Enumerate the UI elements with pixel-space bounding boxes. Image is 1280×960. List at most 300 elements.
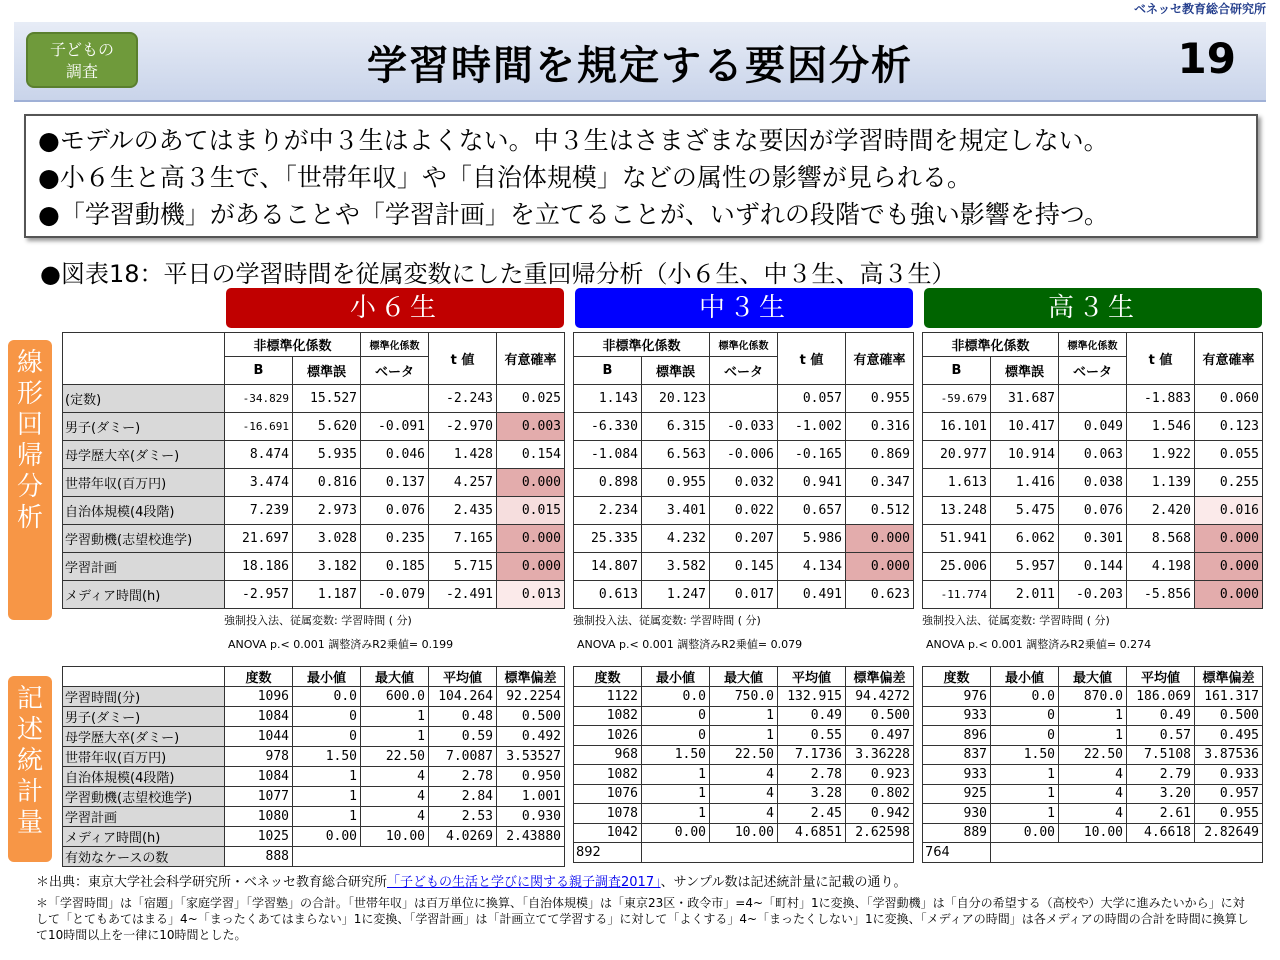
table-cell: 0.154 (497, 441, 565, 469)
table-cell: 1.416 (991, 469, 1059, 497)
table-cell: -34.829 (225, 385, 293, 413)
table-cell: -0.006 (710, 441, 778, 469)
table-cell: 1 (361, 727, 429, 747)
table-cell: 1 (293, 767, 361, 787)
table-cell: 1 (361, 707, 429, 727)
figure-title: ●図表18：平日の学習時間を従属変数にした重回帰分析（小６生、中３生、高３生） (40, 260, 956, 288)
row-label: 自治体規模(4段階) (63, 497, 225, 525)
table-cell: 2.79 (1127, 765, 1195, 785)
table-cell: 3.53527 (497, 747, 565, 767)
table-row (63, 385, 565, 413)
table-cell (710, 385, 778, 413)
table-cell: 22.50 (1059, 745, 1127, 765)
table-cell: 18.186 (225, 553, 293, 581)
table-row (574, 745, 914, 765)
table-cell: 0.512 (846, 497, 914, 525)
row-label: 学習計画 (63, 553, 225, 581)
table-cell: 0.0 (642, 687, 710, 707)
table-cell: 1 (991, 804, 1059, 824)
table-cell: 0.032 (710, 469, 778, 497)
table-cell: 0.137 (361, 469, 429, 497)
table-cell: 94.4272 (846, 687, 914, 707)
desc-header: 最大値 (1059, 667, 1127, 687)
table-cell: 2.234 (574, 497, 642, 525)
desc-header: 平均値 (1127, 667, 1195, 687)
summary-line: ●モデルのあてはまりが中３生はよくない。中３生はさまざまな要因が学習時間を規定しない。 (38, 126, 1109, 155)
table-cell: 3.87536 (1195, 745, 1263, 765)
table-cell: 22.50 (361, 747, 429, 767)
table-row (63, 687, 565, 707)
table-cell: -0.079 (361, 581, 429, 609)
table-row (63, 413, 565, 441)
table-cell: 2.78 (429, 767, 497, 787)
table-cell: 104.264 (429, 687, 497, 707)
table-cell: 8.568 (1127, 525, 1195, 553)
table-row (923, 553, 1263, 581)
table-cell: 0.063 (1059, 441, 1127, 469)
table-cell: 20.123 (642, 385, 710, 413)
table-cell: 0 (991, 726, 1059, 746)
table-cell: 1 (1059, 726, 1127, 746)
table-cell: 3.582 (642, 553, 710, 581)
table-cell: 0.057 (778, 385, 846, 413)
table-cell: 750.0 (710, 687, 778, 707)
table-cell: 0.802 (846, 784, 914, 804)
table-cell: 10.00 (1059, 823, 1127, 843)
row-label: 学習動機(志望校進学) (63, 787, 225, 807)
table-cell: 4 (1059, 765, 1127, 785)
row-label: (定数) (63, 385, 225, 413)
table-cell: 892 (574, 843, 642, 863)
table-cell: 2.011 (991, 581, 1059, 609)
table-row (63, 707, 565, 727)
table-cell: 1082 (574, 706, 642, 726)
table-cell: 1 (642, 804, 710, 824)
table-cell: 978 (225, 747, 293, 767)
table-cell: 4.6618 (1127, 823, 1195, 843)
table-cell: 600.0 (361, 687, 429, 707)
table-cell: -0.203 (1059, 581, 1127, 609)
table-cell (642, 843, 914, 863)
row-label: 学習動機(志望校進学) (63, 525, 225, 553)
table-cell: 132.915 (778, 687, 846, 707)
table-cell: 0.942 (846, 804, 914, 824)
table-row (923, 706, 1263, 726)
row-label: 学習時間(分) (63, 687, 225, 707)
source-line (36, 874, 906, 891)
header-unstd: 非標準化係数 (225, 333, 361, 357)
table-cell: 0.613 (574, 581, 642, 609)
table-cell: 5.986 (778, 525, 846, 553)
table-cell: 1.922 (1127, 441, 1195, 469)
table-row (574, 553, 914, 581)
table-row (574, 687, 914, 707)
table-cell: 3.20 (1127, 784, 1195, 804)
table-cell: 0.207 (710, 525, 778, 553)
table-cell: -11.774 (923, 581, 991, 609)
table-cell: 0.015 (497, 497, 565, 525)
desc-header: 最小値 (293, 667, 361, 687)
table-cell: 1122 (574, 687, 642, 707)
table-cell: 31.687 (991, 385, 1059, 413)
table-cell: 0.816 (293, 469, 361, 497)
header-t: t 値 (778, 333, 846, 385)
header-std: 標準化係数 (1059, 333, 1127, 357)
table-row (63, 469, 565, 497)
table-cell: 0 (293, 727, 361, 747)
table-cell: 0.491 (778, 581, 846, 609)
table-cell: 5.957 (991, 553, 1059, 581)
table-cell: -0.033 (710, 413, 778, 441)
group-header-grade6 (226, 288, 564, 328)
table-row (574, 804, 914, 824)
table-cell: 1076 (574, 784, 642, 804)
descriptive-table (62, 666, 565, 867)
table-row (574, 525, 914, 553)
table-cell: 5.620 (293, 413, 361, 441)
table-row (923, 804, 1263, 824)
desc-header: 度数 (923, 667, 991, 687)
table-cell: 0.301 (1059, 525, 1127, 553)
header-p: 有意確率 (1195, 333, 1263, 385)
table-cell: 1.143 (574, 385, 642, 413)
table-row (63, 553, 565, 581)
row-label: 自治体規模(4段階) (63, 767, 225, 787)
table-cell: 1 (991, 765, 1059, 785)
table-cell: 25.335 (574, 525, 642, 553)
table-cell: 976 (923, 687, 991, 707)
table-cell: 0.003 (497, 413, 565, 441)
table-cell: 2.82649 (1195, 823, 1263, 843)
table-cell: 0.898 (574, 469, 642, 497)
table-cell: 1026 (574, 726, 642, 746)
table-cell: 0.076 (361, 497, 429, 525)
header-t: t 値 (1127, 333, 1195, 385)
table-cell: 0.316 (846, 413, 914, 441)
table-cell: 0.48 (429, 707, 497, 727)
table-cell: 0.0 (293, 687, 361, 707)
table-cell: 0.941 (778, 469, 846, 497)
table-cell: 0.123 (1195, 413, 1263, 441)
table-cell: 10.00 (361, 827, 429, 847)
table-cell: 0.055 (1195, 441, 1263, 469)
table-cell: 4.6851 (778, 823, 846, 843)
table-cell: 0.00 (293, 827, 361, 847)
table-row (63, 847, 565, 867)
table-cell: 0.955 (642, 469, 710, 497)
table-row (574, 706, 914, 726)
row-label: 世帯年収(百万円) (63, 747, 225, 767)
table-cell: 2.61 (1127, 804, 1195, 824)
table-cell: 6.062 (991, 525, 1059, 553)
table-row (923, 765, 1263, 785)
desc-header: 標準偏差 (497, 667, 565, 687)
header-se: 標準誤 (642, 357, 710, 385)
desc-header: 度数 (574, 667, 642, 687)
table-cell: 1 (293, 787, 361, 807)
table-row (63, 747, 565, 767)
regression-table (62, 332, 565, 609)
table-cell: 0.013 (497, 581, 565, 609)
row-label: メディア時間(h) (63, 581, 225, 609)
summary-line: ●「学習動機」があることや「学習計画」を立てることが、いずれの段階でも強い影響を持つ。 (38, 200, 1109, 229)
table-cell: 0.57 (1127, 726, 1195, 746)
table-row (574, 784, 914, 804)
table-cell: 7.1736 (778, 745, 846, 765)
table-cell: -16.691 (225, 413, 293, 441)
header-beta: ベータ (710, 357, 778, 385)
anova-note: ANOVA p.< 0.001 調整済みR2乗値= 0.199 (228, 638, 454, 651)
table-cell: 0.145 (710, 553, 778, 581)
table-cell: 1.001 (497, 787, 565, 807)
table-cell: 0.957 (1195, 784, 1263, 804)
table-row (574, 843, 914, 863)
table-cell: 1096 (225, 687, 293, 707)
table-row (63, 525, 565, 553)
table-cell: 3.182 (293, 553, 361, 581)
table-cell: 0.046 (361, 441, 429, 469)
table-cell: -59.679 (923, 385, 991, 413)
table-row (63, 767, 565, 787)
table-cell: 0.255 (1195, 469, 1263, 497)
table-cell: 161.317 (1195, 687, 1263, 707)
table-cell: -0.091 (361, 413, 429, 441)
table-cell: 21.697 (225, 525, 293, 553)
table-row (574, 726, 914, 746)
table-row (63, 441, 565, 469)
table-row (574, 413, 914, 441)
header-t: t 値 (429, 333, 497, 385)
table-cell: 0.657 (778, 497, 846, 525)
table-cell: 2.78 (778, 765, 846, 785)
header-b: B (923, 357, 991, 385)
table-cell: 4 (710, 784, 778, 804)
summary-box (24, 114, 1258, 238)
table-cell: 1084 (225, 707, 293, 727)
table-cell: 1.50 (991, 745, 1059, 765)
table-row (923, 469, 1263, 497)
table-cell: -2.243 (429, 385, 497, 413)
table-cell: 4.257 (429, 469, 497, 497)
table-cell: 1.139 (1127, 469, 1195, 497)
table-cell: 22.50 (710, 745, 778, 765)
table-cell: 0 (293, 707, 361, 727)
source-link[interactable]: 「子どもの生活と学びに関する親子調査2017」 (387, 875, 661, 890)
table-cell: 0.500 (497, 707, 565, 727)
table-row (63, 787, 565, 807)
summary-line: ●小６生と高３生で、「世帯年収」や「自治体規模」などの属性の影響が見られる。 (38, 163, 972, 192)
table-cell: 0.022 (710, 497, 778, 525)
table-cell: 1 (710, 706, 778, 726)
group-header-grade9 (575, 288, 913, 328)
table-cell: 4.232 (642, 525, 710, 553)
header-unstd: 非標準化係数 (574, 333, 710, 357)
table-cell: -1.002 (778, 413, 846, 441)
table-cell: 2.62598 (846, 823, 914, 843)
table-cell: 1080 (225, 807, 293, 827)
table-cell: 3.474 (225, 469, 293, 497)
group-header-label: 中３生 (698, 293, 789, 323)
table-cell: 4 (710, 804, 778, 824)
table-cell: 0.038 (1059, 469, 1127, 497)
header-blank (63, 667, 225, 687)
table-cell: 0.000 (497, 553, 565, 581)
table-cell: 0.955 (846, 385, 914, 413)
side-label-regression (8, 340, 52, 620)
table-cell: -2.970 (429, 413, 497, 441)
table-cell: 7.239 (225, 497, 293, 525)
table-cell: 930 (923, 804, 991, 824)
side-label-text: 記述統計量 (16, 684, 43, 838)
row-label: 有効なケースの数 (63, 847, 225, 867)
header-beta: ベータ (1059, 357, 1127, 385)
table-cell: 888 (225, 847, 293, 867)
header-std: 標準化係数 (361, 333, 429, 357)
table-cell: 0.017 (710, 581, 778, 609)
title-bar (14, 22, 1266, 102)
table-cell: 0.950 (497, 767, 565, 787)
table-row (923, 843, 1263, 863)
table-cell: 1 (642, 784, 710, 804)
table-row (63, 807, 565, 827)
table-cell: 0.000 (1195, 581, 1263, 609)
table-cell: 4 (1059, 804, 1127, 824)
table-cell: 0.49 (1127, 706, 1195, 726)
table-cell: 1.50 (642, 745, 710, 765)
table-cell: 7.0087 (429, 747, 497, 767)
table-cell: 1.247 (642, 581, 710, 609)
row-label: 母学歴大卒(ダミー) (63, 727, 225, 747)
table-cell: 6.315 (642, 413, 710, 441)
table-cell: 1077 (225, 787, 293, 807)
table-cell: 1 (710, 726, 778, 746)
header-blank (63, 333, 225, 385)
table-cell: 870.0 (1059, 687, 1127, 707)
table-cell: 0.025 (497, 385, 565, 413)
table-cell: -5.856 (1127, 581, 1195, 609)
regression-note: 強制投入法、従属変数: 学習時間 ( 分) (573, 614, 761, 627)
desc-header: 標準偏差 (846, 667, 914, 687)
group-header-label: 小６生 (349, 293, 440, 323)
table-cell: 0.060 (1195, 385, 1263, 413)
table-cell: 1044 (225, 727, 293, 747)
page-number: 19 (1177, 34, 1236, 83)
row-label: 学習計画 (63, 807, 225, 827)
table-cell: 92.2254 (497, 687, 565, 707)
table-row (923, 784, 1263, 804)
table-row (923, 497, 1263, 525)
header-b: B (574, 357, 642, 385)
table-row (923, 413, 1263, 441)
table-cell: 1042 (574, 823, 642, 843)
table-cell: 1 (991, 784, 1059, 804)
table-cell: -2.957 (225, 581, 293, 609)
table-cell: 0.49 (778, 706, 846, 726)
table-cell: 1.613 (923, 469, 991, 497)
table-cell: 7.5108 (1127, 745, 1195, 765)
table-row (574, 823, 914, 843)
table-row (63, 827, 565, 847)
table-cell: 0.000 (1195, 525, 1263, 553)
table-cell: 1084 (225, 767, 293, 787)
table-row (923, 441, 1263, 469)
table-row (923, 745, 1263, 765)
desc-header: 最大値 (710, 667, 778, 687)
table-cell: 0.955 (1195, 804, 1263, 824)
table-cell: 0.55 (778, 726, 846, 746)
table-cell: 10.914 (991, 441, 1059, 469)
table-row (574, 385, 914, 413)
table-cell: 2.420 (1127, 497, 1195, 525)
table-cell: 1.428 (429, 441, 497, 469)
table-cell: 1078 (574, 804, 642, 824)
row-label: 母学歴大卒(ダミー) (63, 441, 225, 469)
table-cell (1059, 385, 1127, 413)
brand-label: ベネッセ教育総合研究所 (1133, 2, 1266, 16)
header-se: 標準誤 (991, 357, 1059, 385)
table-cell: 2.43880 (497, 827, 565, 847)
desc-header: 度数 (225, 667, 293, 687)
table-row (923, 687, 1263, 707)
table-cell: 4.198 (1127, 553, 1195, 581)
table-cell: 0.59 (429, 727, 497, 747)
anova-note: ANOVA p.< 0.001 調整済みR2乗値= 0.079 (577, 638, 803, 651)
table-cell: 4 (710, 765, 778, 785)
table-cell: 0.869 (846, 441, 914, 469)
row-label: メディア時間(h) (63, 827, 225, 847)
header-unstd: 非標準化係数 (923, 333, 1059, 357)
row-label: 男子(ダミー) (63, 707, 225, 727)
desc-header: 最小値 (642, 667, 710, 687)
table-row (63, 727, 565, 747)
table-cell: 1.187 (293, 581, 361, 609)
table-cell: 925 (923, 784, 991, 804)
table-cell: 0.000 (1195, 553, 1263, 581)
table-cell: 0.076 (1059, 497, 1127, 525)
table-cell: 889 (923, 823, 991, 843)
side-label-text: 線形回帰分析 (16, 348, 43, 533)
regression-table (573, 332, 914, 609)
table-cell: 0.500 (846, 706, 914, 726)
table-cell: 0 (642, 706, 710, 726)
header-p: 有意確率 (497, 333, 565, 385)
table-cell: 7.165 (429, 525, 497, 553)
regression-note: 強制投入法、従属変数: 学習時間 ( 分) (922, 614, 1110, 627)
table-cell: 933 (923, 765, 991, 785)
table-cell: 14.807 (574, 553, 642, 581)
table-row (574, 765, 914, 785)
table-cell: 0.049 (1059, 413, 1127, 441)
header-std: 標準化係数 (710, 333, 778, 357)
table-cell: 10.417 (991, 413, 1059, 441)
table-cell: 1 (1059, 706, 1127, 726)
table-cell: 5.475 (991, 497, 1059, 525)
table-cell: 1 (642, 765, 710, 785)
table-cell: 3.36228 (846, 745, 914, 765)
table-cell: 837 (923, 745, 991, 765)
table-cell: 0.500 (1195, 706, 1263, 726)
side-label-descriptive (8, 676, 52, 862)
table-cell: -1.084 (574, 441, 642, 469)
desc-header: 標準偏差 (1195, 667, 1263, 687)
table-cell: 1.50 (293, 747, 361, 767)
table-cell: 0.923 (846, 765, 914, 785)
table-cell: 0.00 (991, 823, 1059, 843)
table-cell: 1.546 (1127, 413, 1195, 441)
table-cell: 5.935 (293, 441, 361, 469)
table-cell: -2.491 (429, 581, 497, 609)
table-cell: -6.330 (574, 413, 642, 441)
